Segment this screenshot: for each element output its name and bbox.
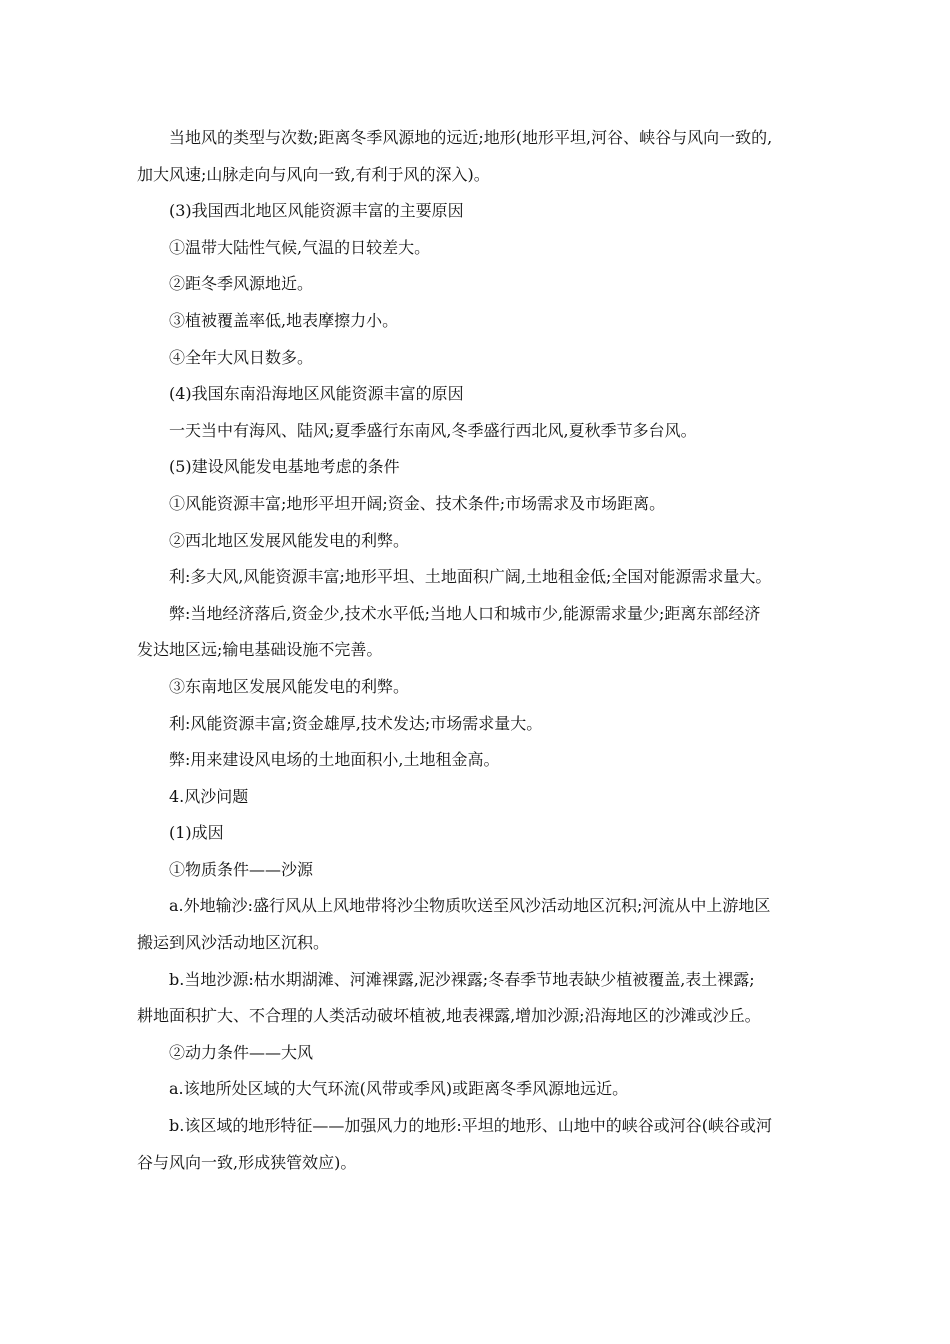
text-line: 加大风速;山脉走向与风向一致,有利于风的深入)。: [137, 164, 490, 184]
text-line: b.当地沙源:枯水期湖滩、河滩裸露,泥沙裸露;冬春季节地表缺少植被覆盖,表土裸露;: [169, 969, 755, 989]
text-line: ②动力条件——大风: [169, 1042, 314, 1062]
text-line: 利:多大风,风能资源丰富;地形平坦、土地面积广阔,土地租金低;全国对能源需求量大。: [169, 567, 772, 587]
text-line: ①风能资源丰富;地形平坦开阔;资金、技术条件;市场需求及市场距离。: [169, 493, 666, 513]
text-line: ①温带大陆性气候,气温的日较差大。: [169, 237, 431, 257]
text-line: a.该地所处区域的大气环流(风带或季风)或距离冬季风源地远近。: [169, 1079, 629, 1099]
text-line: b.该区域的地形特征——加强风力的地形:平坦的地形、山地中的峡谷或河谷(峡谷或河: [169, 1116, 772, 1136]
text-line: 当地风的类型与次数;距离冬季风源地的远近;地形(地形平坦,河谷、峡谷与风向一致的,: [169, 128, 773, 147]
text-line: 谷与风向一致,形成狭管效应)。: [137, 1152, 357, 1172]
text-line: ①物质条件——沙源: [169, 859, 314, 879]
text-line: ③东南地区发展风能发电的利弊。: [169, 676, 410, 696]
text-line: 耕地面积扩大、不合理的人类活动破坏植被,地表裸露,增加沙源;沿海地区的沙滩或沙丘。: [137, 1006, 761, 1026]
text-line: ④全年大风日数多。: [169, 347, 314, 367]
text-line: ③植被覆盖率低,地表摩擦力小。: [169, 310, 399, 330]
text-line: 发达地区远;输电基础设施不完善。: [137, 640, 383, 660]
text-line: ②距冬季风源地近。: [169, 274, 314, 294]
text-line: 利:风能资源丰富;资金雄厚,技术发达;市场需求量大。: [169, 713, 543, 733]
text-line: (4)我国东南沿海地区风能资源丰富的原因: [169, 384, 464, 404]
text-line: 4.风沙问题: [169, 786, 249, 806]
document-body: [137, 120, 817, 1181]
text-line: (3)我国西北地区风能资源丰富的主要原因: [169, 201, 464, 221]
text-line: (5)建设风能发电基地考虑的条件: [169, 457, 400, 477]
text-line: a.外地输沙:盛行风从上风地带将沙尘物质吹送至风沙活动地区沉积;河流从中上游地区: [169, 896, 771, 916]
text-line: 一天当中有海风、陆风;夏季盛行东南风,冬季盛行西北风,夏秋季节多台风。: [169, 420, 697, 440]
text-line: (1)成因: [169, 823, 224, 843]
text-line: 弊:当地经济落后,资金少,技术水平低;当地人口和城市少,能源需求量少;距离东部经济: [169, 603, 761, 623]
text-line: ②西北地区发展风能发电的利弊。: [169, 530, 410, 550]
text-line: 弊:用来建设风电场的土地面积小,土地租金高。: [169, 750, 500, 770]
text-line: 搬运到风沙活动地区沉积。: [137, 933, 330, 953]
